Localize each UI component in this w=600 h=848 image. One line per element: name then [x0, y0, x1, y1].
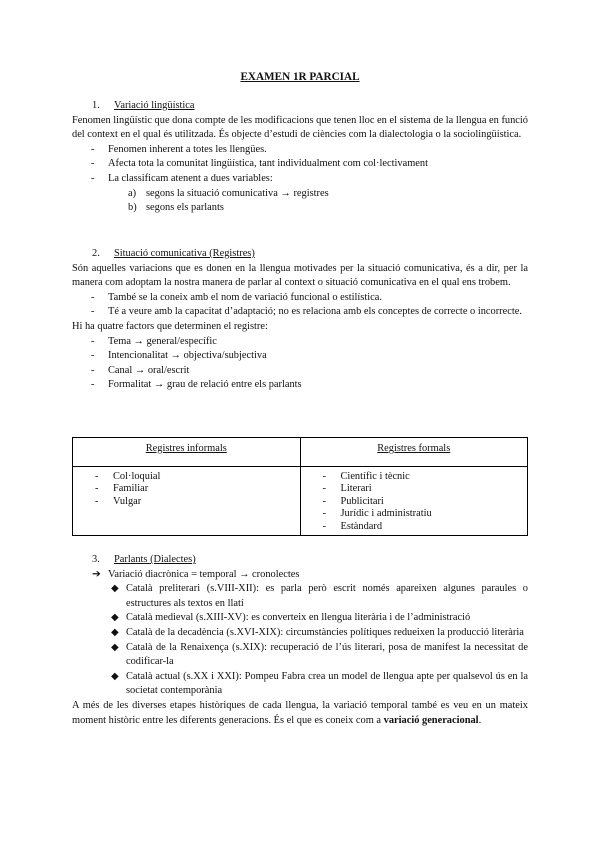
section-title: Variació lingüística	[114, 100, 195, 111]
section-heading	[72, 247, 528, 262]
page-title: EXAMEN 1R PARCIAL	[240, 71, 360, 83]
list-item: - Formalitat → grau de relació entre els parlants	[91, 379, 302, 391]
table-header-formal: Registres formals	[300, 438, 528, 467]
arrow-list-item: ➔ Variació diacrònica = temporal → cronolectes	[72, 568, 528, 583]
list-item: - Afecta tota la comunitat lingüística, tant individualment com col·lectivament	[91, 158, 428, 170]
list-item: ◆ Català actual (s.XX i XXI): Pompeu Fabra crea un model de llengua apte per qualsevol ús en la societat contemporània	[111, 670, 528, 697]
list-item: - Té a veure amb la capacitat d’adaptació; no es relaciona amb els conceptes de correcte o incorrecte.	[91, 306, 522, 318]
table-list-item: - Estàndard	[322, 520, 383, 532]
section-title: Situació comunicativa (Registres)	[114, 248, 255, 259]
list-item: ◆ Català medieval (s.XIII-XV): es converteix en llengua literària i de l’administració	[72, 611, 528, 626]
table-list-item: - Familiar	[95, 483, 149, 495]
section-number: 1.	[92, 100, 100, 111]
table-list-item: - Publicitari	[322, 495, 384, 507]
diamond-bullet-icon: ◆	[111, 626, 119, 638]
sub-list-item: a) segons la situació comunicativa → registres	[128, 187, 329, 199]
section-heading	[72, 99, 528, 114]
registres-table	[72, 437, 528, 536]
closing-paragraph: A més de les diverses etapes històriques de cada llengua, la variació temporal també es veu en un mateix moment històric entre les diferents generacions. És el que es coneix com a variació generacional.	[72, 699, 528, 726]
list-item: - Intencionalitat → objectiva/subjectiva	[91, 350, 267, 362]
diamond-bullet-icon: ◆	[111, 612, 119, 624]
diamond-bullet-icon: ◆	[111, 583, 119, 595]
bold-term: variació generacional	[383, 714, 479, 726]
diamond-bullet-icon: ◆	[111, 641, 119, 653]
arrow-bullet-icon: ➔	[92, 568, 101, 580]
section-number: 3.	[92, 554, 100, 565]
paragraph: Són aquelles variacions que es donen en la llengua motivades per la situació comunicativa, és a dir, per la manera com adoptam la nostra manera de parlar al context o situació comunicativa en el qual ens trobem.	[72, 262, 528, 289]
section-title: Parlants (Dialectes)	[114, 554, 196, 565]
diamond-bullet-icon: ◆	[111, 670, 119, 682]
list-item: - També se la coneix amb el nom de variació funcional o estilística.	[91, 291, 382, 303]
list-item: - La classificam atenent a dues variables:	[91, 172, 273, 184]
list-item: - Fenomen inherent a totes les llengües.	[91, 143, 267, 155]
table-list-item: - Literari	[322, 483, 372, 495]
list-item: - Canal → oral/escrit	[91, 364, 190, 376]
factors-intro: Hi ha quatre factors que determinen el registre:	[72, 320, 268, 332]
table-list-item: - Col·loquial	[95, 471, 161, 482]
section-number: 2.	[92, 248, 100, 259]
section-registres	[72, 247, 528, 393]
table-list-item: - Científic i tècnic	[322, 471, 410, 482]
section-parlants	[72, 553, 528, 728]
list-item: - Tema → general/específic	[91, 335, 217, 347]
list-item: ◆ Català preliterari (s.VIII-XII): es parla però escrit només apareixen algunes paraules o estructures als textos en llatí	[111, 583, 528, 609]
table-cell-informal	[73, 467, 301, 536]
list-item: ◆ Català de la Renaixença (s.XIX): recuperació de l’ús literari, posa de manifest la necessitat de codificar-la	[111, 641, 528, 668]
table-list-item: - Vulgar	[95, 495, 142, 507]
section-heading	[72, 553, 528, 568]
table-list-item: - Jurídic i administratiu	[322, 508, 432, 520]
sub-list-item: b) segons els parlants	[128, 202, 224, 214]
list-item: ◆ Català de la decadència (s.XVI-XIX): circumstàncies polítiques redueixen la producció literària	[72, 626, 528, 641]
table-header-informal: Registres informals	[73, 438, 301, 467]
paragraph: Fenomen lingüístic que dona compte de les modificacions que tenen lloc en el sistema de la llengua en funció del context en el qual és utilitzada. És objecte d’estudi de ciències com la dialectologia o la sociolingüística.	[72, 114, 528, 141]
section-variacio	[72, 99, 528, 216]
table-cell-formal	[300, 467, 528, 536]
